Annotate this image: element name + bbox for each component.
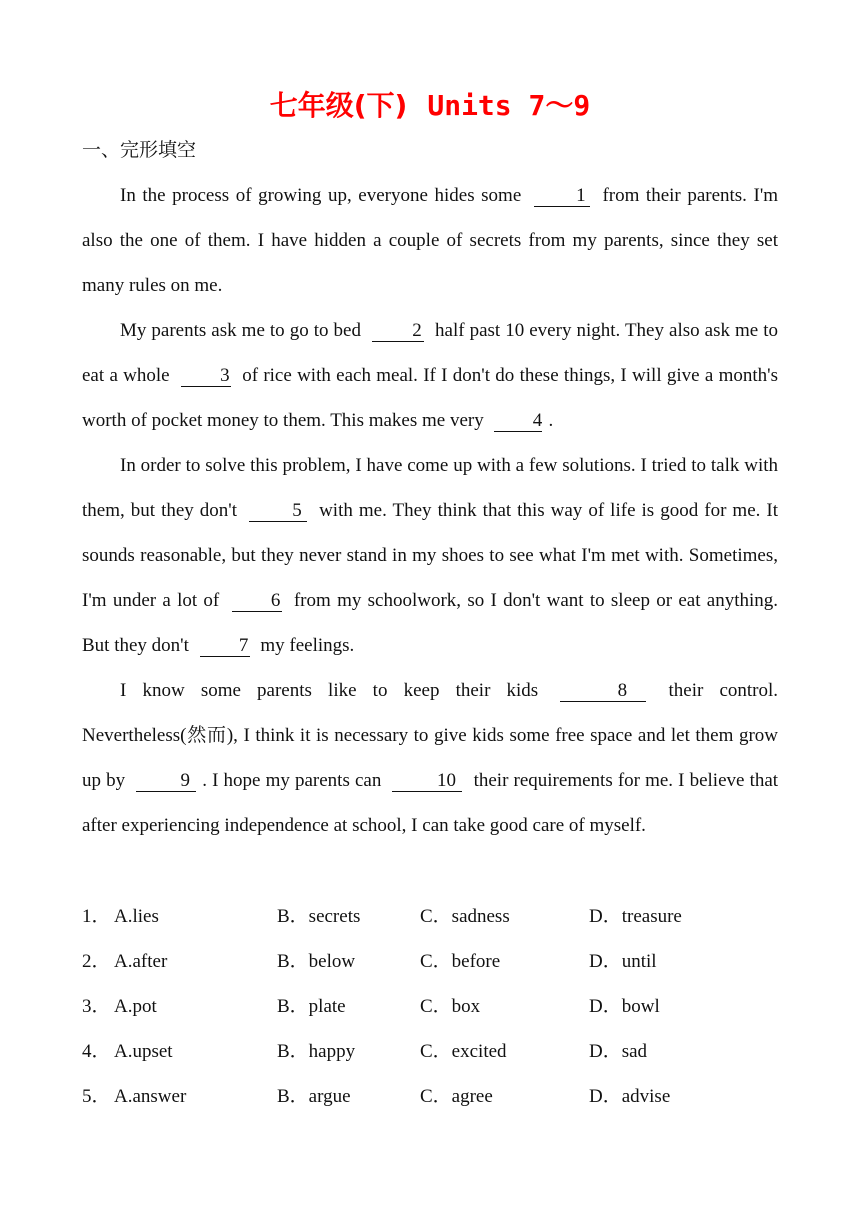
passage-text: with me. They think that this way of life is good for me. It sounds reasonable, but they never stand in my shoes to see what I'm met with. Sometimes, I'm under a lot of — [82, 500, 779, 611]
page-title — [0, 86, 860, 127]
question-number: 4． — [82, 1041, 111, 1062]
blank-4: 4 — [494, 411, 542, 432]
passage-text: their control. Nevertheless(然而), I think it is necessary to give kids some free space and let them grow up by — [82, 680, 779, 791]
option-c: C．sadness — [420, 906, 510, 927]
option-c: C．agree — [420, 1086, 493, 1107]
option-row-1 — [82, 894, 778, 939]
option-a: A.answer — [114, 1086, 187, 1107]
passage-text: In the process of growing up, everyone hides some — [120, 185, 522, 206]
blank-1: 1 — [534, 186, 590, 207]
passage-text: . — [548, 410, 554, 431]
option-b: B．secrets — [277, 906, 361, 927]
paragraph-4 — [82, 668, 778, 848]
option-a: A.pot — [114, 996, 157, 1017]
passage-text: from my schoolwork, so I don't want to sleep or eat anything. But they don't — [82, 590, 779, 656]
title-units: Units 7～9 — [427, 89, 591, 122]
passage-text: of rice with each meal. If I don't do these things, I will give a month's worth of pocket money to them. This makes me very — [82, 365, 778, 431]
option-d: D．treasure — [589, 906, 682, 927]
passage-text: from their parents. I'm also the one of them. I have hidden a couple of secrets from my parents, since they set many rules on me. — [82, 185, 779, 296]
title-grade: 七年级(下) — [269, 89, 408, 122]
section-heading: 一、完形填空 — [82, 139, 197, 161]
option-a: A.lies — [114, 906, 159, 927]
answer-options — [82, 894, 778, 1119]
option-c: C．box — [420, 996, 481, 1017]
option-c: C．excited — [420, 1041, 507, 1062]
blank-10: 10 — [392, 771, 462, 792]
option-b: B．argue — [277, 1086, 351, 1107]
passage-text: I know some parents like to keep their kids — [120, 680, 539, 701]
option-c: C．before — [420, 951, 501, 972]
option-d: D．advise — [589, 1086, 671, 1107]
option-b: B．below — [277, 951, 356, 972]
passage-text: In order to solve this problem, I have come up with a few solutions. I tried to talk with them, but they don't — [82, 455, 778, 521]
paragraph-1 — [82, 173, 778, 308]
option-row-3 — [82, 984, 778, 1029]
option-row-4 — [82, 1029, 778, 1074]
cloze-passage — [82, 173, 778, 848]
blank-8: 8 — [560, 681, 646, 702]
passage-text: My parents ask me to go to bed — [120, 320, 361, 341]
question-number: 3． — [82, 996, 111, 1017]
blank-9: 9 — [136, 771, 196, 792]
option-d: D．sad — [589, 1041, 648, 1062]
option-d: D．bowl — [589, 996, 660, 1017]
option-row-2 — [82, 939, 778, 984]
passage-text: half past 10 every night. They also ask me to eat a whole — [82, 320, 779, 386]
blank-7: 7 — [200, 636, 250, 657]
blank-6: 6 — [232, 591, 282, 612]
passage-text: . I hope my parents can — [202, 770, 382, 791]
paragraph-2 — [82, 308, 778, 443]
option-b: B．happy — [277, 1041, 356, 1062]
question-number: 2． — [82, 951, 111, 972]
passage-text: my feelings. — [260, 635, 355, 656]
option-b: B．plate — [277, 996, 346, 1017]
option-a: A.after — [114, 951, 168, 972]
question-number: 1． — [82, 906, 111, 927]
option-a: A.upset — [114, 1041, 173, 1062]
option-row-5 — [82, 1074, 778, 1119]
blank-2: 2 — [372, 321, 424, 342]
paragraph-3 — [82, 443, 778, 668]
blank-5: 5 — [249, 501, 307, 522]
option-d: D．until — [589, 951, 657, 972]
blank-3: 3 — [181, 366, 231, 387]
passage-text: their requirements for me. I believe that after experiencing independence at school, I can take good care of myself. — [82, 770, 779, 836]
question-number: 5． — [82, 1086, 111, 1107]
